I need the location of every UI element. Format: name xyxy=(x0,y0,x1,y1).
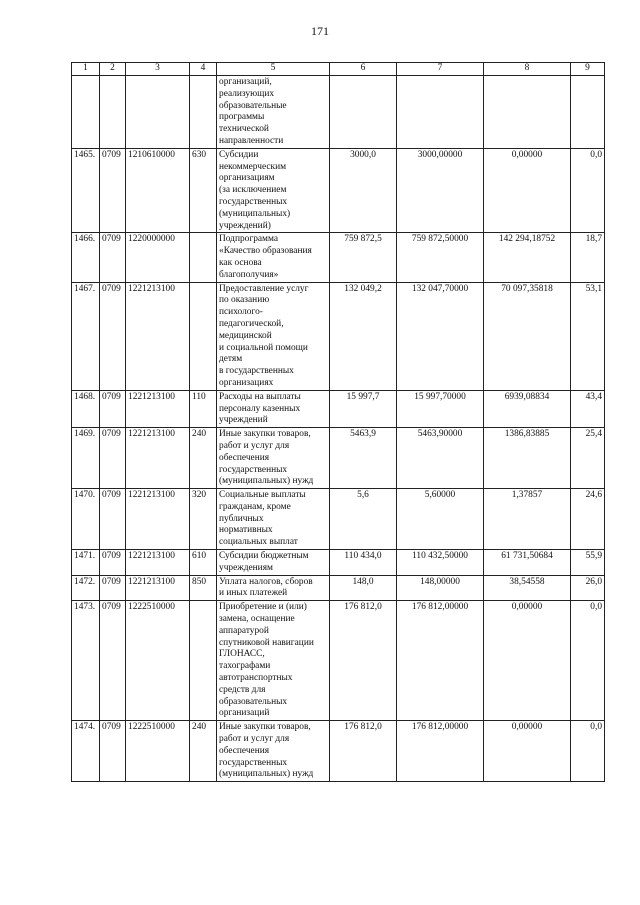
planned-amount-cell: 148,0 xyxy=(330,575,397,601)
row-number-cell: 1471. xyxy=(72,550,100,576)
target-code-cell xyxy=(126,76,190,149)
column-header: 1 xyxy=(72,63,100,76)
approved-amount-cell xyxy=(397,76,484,149)
expense-type-cell xyxy=(190,601,217,721)
page-number: 171 xyxy=(311,24,329,38)
percent-cell: 26,0 xyxy=(571,575,605,601)
planned-amount-cell: 110 434,0 xyxy=(330,550,397,576)
row-number-cell: 1472. xyxy=(72,575,100,601)
executed-amount-cell xyxy=(484,76,571,149)
executed-amount-cell: 0,00000 xyxy=(484,721,571,782)
planned-amount-cell xyxy=(330,76,397,149)
expense-type-cell: 110 xyxy=(190,390,217,427)
planned-amount-cell: 3000,0 xyxy=(330,148,397,233)
expense-type-cell: 240 xyxy=(190,721,217,782)
table-row xyxy=(72,489,605,550)
table-row xyxy=(72,575,605,601)
expense-type-cell: 630 xyxy=(190,148,217,233)
item-name-cell: Субсидии некоммерческим организациям (за исключением государственных (муниципальных) учреждений) xyxy=(217,148,330,233)
section-code-cell: 0709 xyxy=(100,428,126,489)
item-name-cell: Подпрограмма «Качество образования как основа благополучия» xyxy=(217,233,330,282)
percent-cell: 55,9 xyxy=(571,550,605,576)
target-code-cell: 1222510000 xyxy=(126,601,190,721)
approved-amount-cell: 148,00000 xyxy=(397,575,484,601)
planned-amount-cell: 176 812,0 xyxy=(330,601,397,721)
table-header xyxy=(72,63,605,76)
approved-amount-cell: 5463,90000 xyxy=(397,428,484,489)
row-number-cell: 1468. xyxy=(72,390,100,427)
column-header: 4 xyxy=(190,63,217,76)
expense-type-cell: 610 xyxy=(190,550,217,576)
executed-amount-cell: 0,00000 xyxy=(484,601,571,721)
expense-type-cell: 320 xyxy=(190,489,217,550)
planned-amount-cell: 5463,9 xyxy=(330,428,397,489)
executed-amount-cell: 1386,83885 xyxy=(484,428,571,489)
target-code-cell: 1220000000 xyxy=(126,233,190,282)
percent-cell: 24,6 xyxy=(571,489,605,550)
item-name-cell: Уплата налогов, сборов и иных платежей xyxy=(217,575,330,601)
column-header: 6 xyxy=(330,63,397,76)
percent-cell: 43,4 xyxy=(571,390,605,427)
section-code-cell: 0709 xyxy=(100,489,126,550)
table-row xyxy=(72,428,605,489)
row-number-cell: 1474. xyxy=(72,721,100,782)
section-code-cell: 0709 xyxy=(100,148,126,233)
planned-amount-cell: 15 997,7 xyxy=(330,390,397,427)
planned-amount-cell: 5,6 xyxy=(330,489,397,550)
section-code-cell: 0709 xyxy=(100,282,126,390)
executed-amount-cell: 6939,08834 xyxy=(484,390,571,427)
approved-amount-cell: 132 047,70000 xyxy=(397,282,484,390)
planned-amount-cell: 176 812,0 xyxy=(330,721,397,782)
row-number-cell: 1467. xyxy=(72,282,100,390)
executed-amount-cell: 38,54558 xyxy=(484,575,571,601)
column-header: 8 xyxy=(484,63,571,76)
item-name-cell: Социальные выплаты гражданам, кроме публичных нормативных социальных выплат xyxy=(217,489,330,550)
executed-amount-cell: 0,00000 xyxy=(484,148,571,233)
percent-cell: 53,1 xyxy=(571,282,605,390)
row-number-cell: 1466. xyxy=(72,233,100,282)
row-number-cell xyxy=(72,76,100,149)
target-code-cell: 1221213100 xyxy=(126,550,190,576)
item-name-cell: Расходы на выплаты персоналу казенных учреждений xyxy=(217,390,330,427)
row-number-cell: 1469. xyxy=(72,428,100,489)
item-name-cell: организаций, реализующих образовательные программы технической направленности xyxy=(217,76,330,149)
planned-amount-cell: 759 872,5 xyxy=(330,233,397,282)
table-row xyxy=(72,390,605,427)
item-name-cell: Иные закупки товаров, работ и услуг для обеспечения государственных (муниципальных) нужд xyxy=(217,428,330,489)
target-code-cell: 1221213100 xyxy=(126,390,190,427)
executed-amount-cell: 142 294,18752 xyxy=(484,233,571,282)
percent-cell xyxy=(571,76,605,149)
table-row xyxy=(72,282,605,390)
table-row xyxy=(72,76,605,149)
section-code-cell: 0709 xyxy=(100,721,126,782)
approved-amount-cell: 176 812,00000 xyxy=(397,721,484,782)
executed-amount-cell: 61 731,50684 xyxy=(484,550,571,576)
section-code-cell: 0709 xyxy=(100,233,126,282)
approved-amount-cell: 176 812,00000 xyxy=(397,601,484,721)
column-header: 5 xyxy=(217,63,330,76)
expense-type-cell xyxy=(190,282,217,390)
expense-type-cell: 240 xyxy=(190,428,217,489)
item-name-cell: Приобретение и (или) замена, оснащение аппаратурой спутниковой навигации ГЛОНАСС, тахографами автотранспортных средств для образовательных организаций xyxy=(217,601,330,721)
item-name-cell: Предоставление услуг по оказанию психолого- педагогической, медицинской и социальной помощи детям в государственных организациях xyxy=(217,282,330,390)
percent-cell: 0,0 xyxy=(571,721,605,782)
item-name-cell: Иные закупки товаров, работ и услуг для обеспечения государственных (муниципальных) нужд xyxy=(217,721,330,782)
target-code-cell: 1210610000 xyxy=(126,148,190,233)
section-code-cell: 0709 xyxy=(100,550,126,576)
table-row xyxy=(72,148,605,233)
percent-cell: 18,7 xyxy=(571,233,605,282)
row-number-cell: 1470. xyxy=(72,489,100,550)
target-code-cell: 1221213100 xyxy=(126,282,190,390)
row-number-cell: 1473. xyxy=(72,601,100,721)
target-code-cell: 1221213100 xyxy=(126,428,190,489)
percent-cell: 0,0 xyxy=(571,601,605,721)
approved-amount-cell: 759 872,50000 xyxy=(397,233,484,282)
target-code-cell: 1221213100 xyxy=(126,489,190,550)
expense-type-cell: 850 xyxy=(190,575,217,601)
approved-amount-cell: 110 432,50000 xyxy=(397,550,484,576)
table-row xyxy=(72,550,605,576)
table-row xyxy=(72,601,605,721)
row-number-cell: 1465. xyxy=(72,148,100,233)
section-code-cell xyxy=(100,76,126,149)
section-code-cell: 0709 xyxy=(100,390,126,427)
expense-type-cell xyxy=(190,233,217,282)
planned-amount-cell: 132 049,2 xyxy=(330,282,397,390)
target-code-cell: 1221213100 xyxy=(126,575,190,601)
table-row xyxy=(72,721,605,782)
approved-amount-cell: 3000,00000 xyxy=(397,148,484,233)
percent-cell: 0,0 xyxy=(571,148,605,233)
section-code-cell: 0709 xyxy=(100,575,126,601)
percent-cell: 25,4 xyxy=(571,428,605,489)
column-header: 9 xyxy=(571,63,605,76)
item-name-cell: Субсидии бюджетным учреждениям xyxy=(217,550,330,576)
table-row xyxy=(72,233,605,282)
approved-amount-cell: 15 997,70000 xyxy=(397,390,484,427)
header-row xyxy=(72,63,605,76)
executed-amount-cell: 70 097,35818 xyxy=(484,282,571,390)
column-header: 7 xyxy=(397,63,484,76)
target-code-cell: 1222510000 xyxy=(126,721,190,782)
expense-type-cell xyxy=(190,76,217,149)
column-header: 2 xyxy=(100,63,126,76)
executed-amount-cell: 1,37857 xyxy=(484,489,571,550)
budget-table xyxy=(71,62,605,782)
approved-amount-cell: 5,60000 xyxy=(397,489,484,550)
section-code-cell: 0709 xyxy=(100,601,126,721)
column-header: 3 xyxy=(126,63,190,76)
table-body xyxy=(72,76,605,782)
